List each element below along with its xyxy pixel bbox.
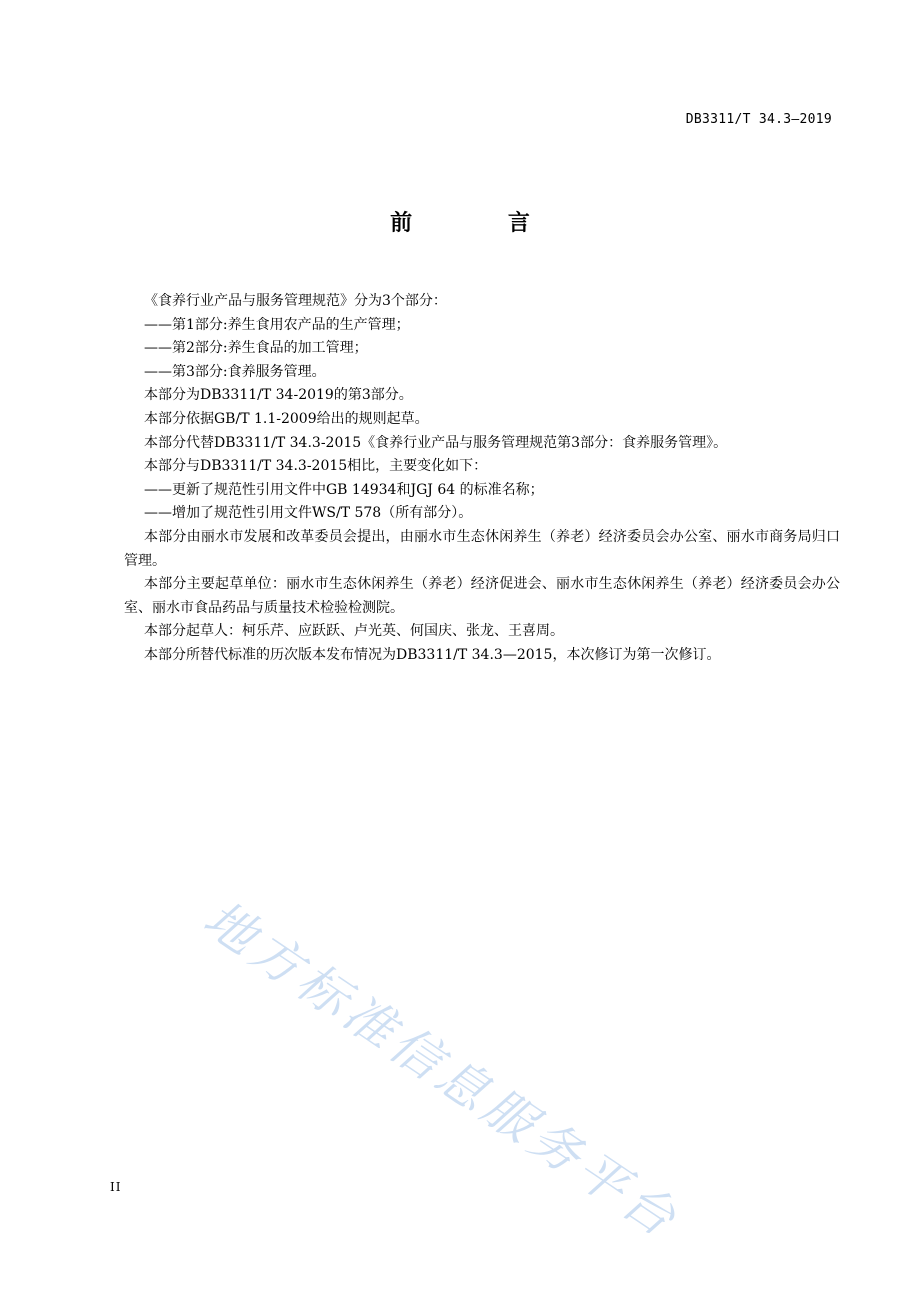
page-number: II bbox=[110, 1180, 122, 1194]
watermark: 地方标准信息服务平台 bbox=[193, 889, 691, 1251]
paragraph-drafting-rules: 本部分依据GB/T 1.1-2009给出的规则起草。 bbox=[144, 410, 429, 427]
paragraph-replaces: 本部分代替DB3311/T 34.3-2015《食养行业产品与服务管理规范第3部分：食养服务管理》。 bbox=[144, 434, 728, 451]
paragraph-parts-intro: 《食养行业产品与服务管理规范》分为3个部分： bbox=[144, 293, 447, 309]
foreword-body bbox=[124, 290, 840, 668]
paragraph-change-2: ——增加了规范性引用文件WS/T 578（所有部分）。 bbox=[144, 505, 473, 522]
paragraph-part-of-standard: 本部分为DB3311/T 34-2019的第3部分。 bbox=[144, 387, 413, 404]
page-title: 前 言 bbox=[390, 211, 574, 236]
document-code: DB3311/T 34.3—2019 bbox=[685, 112, 832, 127]
paragraph-part-1: ——第1部分:养生食用农产品的生产管理； bbox=[144, 316, 410, 333]
paragraph-changes-intro: 本部分与DB3311/T 34.3-2015相比，主要变化如下： bbox=[144, 458, 488, 475]
paragraph-change-1: ——更新了规范性引用文件中GB 14934和JGJ 64 的标准名称； bbox=[144, 481, 544, 498]
paragraph-history: 本部分所替代标准的历次版本发布情况为DB3311/T 34.3—2015，本次修订为第一次修订。 bbox=[144, 646, 721, 663]
paragraph-part-3: ——第3部分:食养服务管理。 bbox=[144, 363, 326, 380]
paragraph-drafting-units: 本部分主要起草单位：丽水市生态休闲养生（养老）经济促进会、丽水市生态休闲养生（养老）经济委员会办公室、丽水市食品药品与质量技术检验检测院。 bbox=[124, 576, 840, 616]
paragraph-part-2: ——第2部分:养生食品的加工管理； bbox=[144, 340, 368, 357]
paragraph-proposer: 本部分由丽水市发展和改革委员会提出，由丽水市生态休闲养生（养老）经济委员会办公室、丽水市商务局归口管理。 bbox=[124, 528, 840, 569]
paragraph-drafters: 本部分起草人：柯乐芹、应跃跃、卢光英、何国庆、张龙、王喜周。 bbox=[144, 623, 564, 640]
